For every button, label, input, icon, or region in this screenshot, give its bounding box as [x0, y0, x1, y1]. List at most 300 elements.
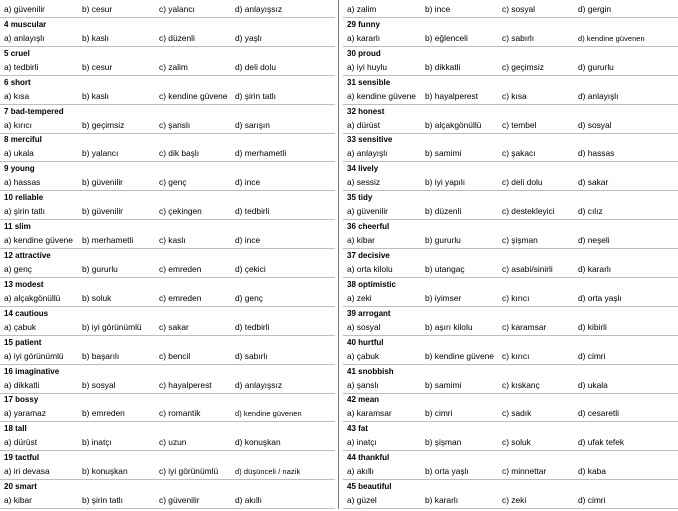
question-number: 40	[347, 337, 356, 347]
question-item	[0, 395, 335, 424]
question-item	[343, 280, 678, 309]
answer-option-a[interactable]: a) sosyal	[347, 321, 381, 332]
question-number: 33	[347, 135, 356, 145]
question-heading	[4, 338, 41, 348]
question-word: bad-tempered	[10, 106, 64, 116]
question-word: imaginative	[15, 366, 60, 376]
answer-options-row	[343, 349, 678, 365]
question-heading	[4, 395, 38, 405]
answer-option-c[interactable]: c) sakar	[159, 321, 189, 332]
answer-option-b[interactable]: b) samimi	[425, 379, 462, 390]
question-number: 39	[347, 308, 356, 318]
answer-option-d[interactable]: d) sakar	[578, 177, 609, 188]
answer-option-a[interactable]: a) güvenilir	[4, 4, 45, 14]
answer-option-d[interactable]: d) gergin	[578, 4, 612, 14]
answer-option-d[interactable]: d) tedbirli	[235, 321, 270, 332]
question-item	[0, 193, 335, 222]
question-word: modest	[15, 279, 44, 289]
answer-option-d[interactable]: d) neşeli	[578, 235, 610, 246]
answer-option-b[interactable]: b) iyi yapılı	[425, 177, 466, 188]
answer-option-a[interactable]: a) ukala	[4, 148, 34, 159]
answer-option-d[interactable]: d) ince	[235, 235, 261, 246]
answer-options-row	[0, 493, 335, 509]
question-heading	[347, 193, 372, 203]
question-item	[0, 251, 335, 280]
right-column	[343, 0, 678, 511]
answer-option-a[interactable]: a) kararlı	[347, 32, 381, 43]
answer-option-c[interactable]: c) düzenli	[159, 32, 195, 43]
answer-option-b[interactable]: b) ince	[425, 4, 451, 14]
answer-option-d[interactable]: d) anlayışsız	[235, 4, 283, 14]
answer-option-d[interactable]: d) sabırlı	[235, 350, 268, 361]
question-heading	[4, 309, 48, 319]
question-heading	[347, 135, 392, 145]
answer-option-d[interactable]: d) anlayışlı	[578, 90, 619, 101]
left-column	[0, 0, 335, 511]
answer-option-a[interactable]: a) yaramaz	[4, 408, 46, 419]
answer-option-b[interactable]: b) inatçı	[82, 437, 112, 448]
answer-option-b[interactable]: b) emreden	[82, 408, 125, 419]
answer-option-a[interactable]: a) iyi görünümlü	[4, 350, 64, 361]
answer-option-c[interactable]: c) zeki	[502, 495, 527, 506]
question-heading	[4, 0, 8, 1]
question-item	[0, 0, 335, 20]
answer-option-b[interactable]: b) merhametli	[82, 235, 134, 246]
question-item	[0, 309, 335, 338]
question-heading	[4, 453, 39, 463]
answer-options-row	[0, 406, 335, 422]
answer-options-row	[343, 464, 678, 480]
answer-option-c[interactable]: c) kısa	[502, 90, 527, 101]
answer-option-d[interactable]: d) merhametli	[235, 148, 287, 159]
question-item	[0, 222, 335, 251]
answer-options-row	[0, 118, 335, 134]
question-heading	[4, 280, 44, 290]
answer-option-a[interactable]: a) kibar	[4, 495, 32, 506]
question-heading	[347, 0, 356, 1]
answer-option-c[interactable]: c) kırıcı	[502, 350, 530, 361]
answer-option-c[interactable]: c) emreden	[159, 292, 202, 303]
answer-option-b[interactable]: b) dikkatli	[425, 61, 461, 72]
answer-options-row	[0, 60, 335, 76]
question-item	[343, 453, 678, 482]
question-item	[0, 107, 335, 136]
answer-option-a[interactable]: a) karamsar	[347, 408, 392, 419]
answer-option-d[interactable]: d) düşünceli / nazik	[235, 467, 301, 477]
answer-option-c[interactable]: c) uzun	[159, 437, 187, 448]
question-word: smart	[15, 482, 37, 492]
answer-option-a[interactable]: a) akıllı	[347, 466, 374, 477]
question-heading	[347, 251, 390, 261]
answer-option-c[interactable]: c) sosyal	[502, 4, 536, 14]
question-word: muscular	[10, 19, 47, 29]
question-number: 8	[4, 135, 9, 145]
answer-option-c[interactable]: c) şakacı	[502, 148, 536, 159]
answer-option-d[interactable]: d) cesaretli	[578, 408, 619, 419]
answer-option-d[interactable]: d) ukala	[578, 379, 608, 390]
answer-option-b[interactable]: b) samimi	[425, 148, 462, 159]
answer-option-b[interactable]: b) güvenilir	[82, 206, 123, 217]
answer-option-b[interactable]: b) eğlenceli	[425, 32, 468, 43]
answer-options-row	[0, 175, 335, 191]
question-number: 7	[4, 106, 9, 116]
question-number: 6	[4, 77, 9, 87]
answer-options-row	[343, 406, 678, 422]
answer-option-c[interactable]: c) deli dolu	[502, 177, 543, 188]
answer-option-b[interactable]: b) başarılı	[82, 350, 120, 361]
answer-options-row	[0, 349, 335, 365]
answer-option-a[interactable]: a) zalim	[347, 4, 377, 14]
question-number: 14	[4, 308, 13, 318]
answer-option-b[interactable]: b) cesur	[82, 61, 113, 72]
answer-options-row	[343, 320, 678, 336]
question-heading	[4, 78, 31, 88]
answer-options-row	[343, 493, 678, 509]
answer-option-b[interactable]: b) şişman	[425, 437, 462, 448]
answer-option-a[interactable]: a) güzel	[347, 495, 377, 506]
answer-option-c[interactable]: c) minnettar	[502, 466, 547, 477]
answer-option-a[interactable]: a) inatçı	[347, 437, 377, 448]
question-heading	[347, 20, 380, 30]
question-item	[343, 0, 678, 20]
answer-option-c[interactable]: c) yalancı	[159, 4, 195, 14]
question-heading	[347, 107, 384, 117]
question-number: 45	[347, 482, 356, 492]
answer-option-a[interactable]: a) kendine güvene	[347, 90, 416, 101]
question-word: funny	[358, 19, 380, 29]
answer-option-d[interactable]: d) cimri	[578, 495, 606, 506]
question-item	[343, 395, 678, 424]
question-word: cruel	[10, 48, 30, 58]
question-heading	[347, 222, 389, 232]
answer-option-a[interactable]: a) alçakgönüllü	[4, 292, 61, 303]
question-item	[343, 309, 678, 338]
answer-option-c[interactable]: c) dik başlı	[159, 148, 200, 159]
answer-option-c[interactable]: c) asabi/sinirli	[502, 264, 553, 275]
answer-option-a[interactable]: a) kırıcı	[4, 119, 32, 130]
question-word: tidy	[358, 193, 373, 203]
answer-option-b[interactable]: b) geçimsiz	[82, 119, 125, 130]
question-heading	[4, 164, 35, 174]
question-item	[343, 424, 678, 453]
answer-option-d[interactable]: d) tedbirli	[235, 206, 270, 217]
answer-option-a[interactable]: a) genç	[4, 264, 32, 275]
answer-option-c[interactable]: c) kaslı	[159, 235, 186, 246]
answer-options-row	[343, 89, 678, 105]
question-heading	[4, 20, 46, 30]
question-heading	[347, 367, 394, 377]
question-item	[343, 20, 678, 49]
answer-option-d[interactable]: d) anlayışsız	[235, 379, 283, 390]
question-number: 41	[347, 366, 356, 376]
answer-option-c[interactable]: c) güvenilir	[159, 495, 200, 506]
question-heading	[4, 367, 59, 377]
question-number: 34	[347, 164, 356, 174]
question-word: beautiful	[358, 482, 392, 492]
answer-options-row	[0, 262, 335, 278]
question-word: patient	[15, 337, 42, 347]
answer-options-row	[343, 146, 678, 162]
answer-options-row	[343, 262, 678, 278]
question-item	[343, 338, 678, 367]
question-heading	[4, 424, 27, 434]
answer-option-a[interactable]: a) şanslı	[347, 379, 379, 390]
question-word: tactful	[15, 453, 40, 463]
answer-option-d[interactable]: d) genç	[235, 292, 263, 303]
answer-option-d[interactable]: d) kendine güvenen	[235, 409, 302, 419]
answer-option-c[interactable]: c) karamsar	[502, 321, 547, 332]
question-item	[0, 453, 335, 482]
answer-option-b[interactable]: b) alçakgönüllü	[425, 119, 482, 130]
question-item	[343, 49, 678, 78]
question-item	[0, 78, 335, 107]
answer-options-row	[0, 291, 335, 307]
question-number: 16	[4, 366, 13, 376]
answer-option-d[interactable]: d) cimri	[578, 350, 606, 361]
question-word: cautious	[15, 308, 49, 318]
question-heading	[347, 424, 368, 434]
answer-option-c[interactable]: c) kırıcı	[502, 292, 530, 303]
answer-option-b[interactable]: b) hayalperest	[425, 90, 479, 101]
answer-option-a[interactable]: a) kısa	[4, 90, 30, 101]
answer-option-b[interactable]: b) soluk	[82, 292, 112, 303]
answer-option-d[interactable]: d) orta yaşlı	[578, 292, 622, 303]
answer-option-b[interactable]: b) kendine güvene	[425, 350, 494, 361]
answer-option-a[interactable]: a) orta kilolu	[347, 264, 393, 275]
question-item	[343, 367, 678, 396]
question-item	[0, 482, 335, 511]
question-item	[0, 338, 335, 367]
answer-options-row	[0, 464, 335, 480]
question-word: attractive	[15, 251, 51, 261]
question-number: 38	[347, 279, 356, 289]
answer-option-b[interactable]: b) yalancı	[82, 148, 119, 159]
answer-option-d[interactable]: d) kibirli	[578, 321, 607, 332]
answer-option-a[interactable]: a) tedbirli	[4, 61, 39, 72]
question-heading	[4, 49, 30, 59]
question-heading	[4, 193, 43, 203]
answer-option-d[interactable]: d) ufak tefek	[578, 437, 625, 448]
answer-option-a[interactable]: a) dürüst	[347, 119, 381, 130]
question-number: 29	[347, 19, 356, 29]
question-word: slim	[14, 222, 31, 232]
answer-option-c[interactable]: c) tembel	[502, 119, 537, 130]
question-item	[0, 280, 335, 309]
question-word: reliable	[15, 193, 44, 203]
answer-option-b[interactable]: b) aşırı kilolu	[425, 321, 473, 332]
answer-option-c[interactable]: c) bencil	[159, 350, 191, 361]
answer-option-b[interactable]: b) cesur	[82, 4, 113, 14]
answer-option-b[interactable]: b) gururlu	[425, 235, 461, 246]
question-word: cheerful	[358, 222, 390, 232]
answer-option-c[interactable]: c) sabırlı	[502, 32, 535, 43]
answer-options-row	[343, 233, 678, 249]
question-number: 32	[347, 106, 356, 116]
question-word: sensible	[358, 77, 391, 87]
answer-options-row	[343, 2, 678, 18]
answer-option-d[interactable]: d) ince	[235, 177, 261, 188]
question-number: 11	[4, 222, 13, 232]
answer-options-row	[0, 31, 335, 47]
answer-option-a[interactable]: a) hassas	[4, 177, 41, 188]
question-heading	[347, 309, 391, 319]
question-word: proud	[358, 48, 381, 58]
answer-option-d[interactable]: d) çekici	[235, 264, 266, 275]
answer-option-b[interactable]: b) şirin tatlı	[82, 495, 123, 506]
answer-option-b[interactable]: b) iyi görünümlü	[82, 321, 142, 332]
question-heading	[347, 395, 379, 405]
answer-option-b[interactable]: b) utangaç	[425, 264, 465, 275]
question-number: 12	[4, 251, 13, 261]
answer-option-b[interactable]: b) güvenilir	[82, 177, 123, 188]
answer-option-c[interactable]: c) genç	[159, 177, 187, 188]
question-word: snobbish	[358, 366, 394, 376]
question-word: lively	[358, 164, 379, 174]
question-item	[0, 135, 335, 164]
answer-option-b[interactable]: b) iyimser	[425, 292, 462, 303]
answer-option-c[interactable]: c) geçimsiz	[502, 61, 544, 72]
question-item	[343, 164, 678, 193]
answer-option-b[interactable]: b) sosyal	[82, 379, 116, 390]
question-number: 4	[4, 19, 9, 29]
answer-option-b[interactable]: b) düzenli	[425, 206, 462, 217]
answer-option-b[interactable]: b) kararlı	[425, 495, 459, 506]
answer-option-c[interactable]: c) romantik	[159, 408, 201, 419]
answer-option-d[interactable]: d) cılız	[578, 206, 603, 217]
question-word: arrogant	[358, 308, 391, 318]
question-number: 19	[4, 453, 13, 463]
answer-option-b[interactable]: b) konuşkan	[82, 466, 128, 477]
question-word: optimistic	[358, 279, 396, 289]
question-word: honest	[358, 106, 385, 116]
question-item	[343, 251, 678, 280]
answer-option-a[interactable]: a) çabuk	[347, 350, 380, 361]
answer-option-a[interactable]: a) dikkatli	[4, 379, 40, 390]
answer-option-c[interactable]: c) sadık	[502, 408, 532, 419]
answer-options-row	[0, 378, 335, 394]
answer-option-d[interactable]: d) şirin tatlı	[235, 90, 276, 101]
answer-option-b[interactable]: b) orta yaşlı	[425, 466, 469, 477]
answer-option-a[interactable]: a) iri devasa	[4, 466, 50, 477]
answer-option-d[interactable]: d) gururlu	[578, 61, 614, 72]
question-number: 36	[347, 222, 356, 232]
question-number: 5	[4, 48, 9, 58]
answer-option-c[interactable]: c) hayalperest	[159, 379, 212, 390]
answer-option-a[interactable]: a) kendine güvene	[4, 235, 73, 246]
question-heading	[347, 482, 391, 492]
question-heading	[4, 222, 31, 232]
answer-options-row	[343, 435, 678, 451]
question-number: 15	[4, 337, 13, 347]
answer-options-row	[343, 118, 678, 134]
answer-options-row	[343, 175, 678, 191]
answer-option-c[interactable]: c) iyi görünümlü	[159, 466, 219, 477]
answer-option-a[interactable]: a) şirin tatlı	[4, 206, 45, 217]
question-heading	[347, 338, 383, 348]
answer-option-c[interactable]: c) kıskanç	[502, 379, 540, 390]
question-number: 43	[347, 424, 356, 434]
question-heading	[4, 135, 42, 145]
answer-option-d[interactable]: d) sosyal	[578, 119, 612, 130]
question-word: tall	[15, 424, 27, 434]
answer-options-row	[343, 31, 678, 47]
answer-option-d[interactable]: d) konuşkan	[235, 437, 281, 448]
question-item	[0, 20, 335, 49]
question-item	[0, 49, 335, 78]
question-number: 18	[4, 424, 13, 434]
answer-option-c[interactable]: c) çekingen	[159, 206, 202, 217]
answer-options-row	[343, 60, 678, 76]
question-word: short	[10, 77, 31, 87]
question-heading	[4, 482, 37, 492]
answer-option-a[interactable]: a) kibar	[347, 235, 375, 246]
question-word: merciful	[10, 135, 42, 145]
question-word: sensitive	[358, 135, 393, 145]
answer-option-b[interactable]: b) cimri	[425, 408, 453, 419]
answer-option-a[interactable]: a) anlayışlı	[4, 32, 45, 43]
answer-option-d[interactable]: d) akıllı	[235, 495, 262, 506]
answer-option-a[interactable]: a) anlayışlı	[347, 148, 388, 159]
question-number: 20	[4, 482, 13, 492]
answer-options-row	[0, 435, 335, 451]
question-item	[343, 193, 678, 222]
question-item	[0, 424, 335, 453]
answer-option-c[interactable]: c) şanslı	[159, 119, 191, 130]
answer-option-d[interactable]: d) kararlı	[578, 264, 612, 275]
question-item	[0, 367, 335, 396]
question-number: 17	[4, 395, 13, 405]
answer-option-a[interactable]: a) sessiz	[347, 177, 381, 188]
question-number: 31	[347, 77, 356, 87]
answer-option-c[interactable]: c) kendine güvene	[159, 90, 228, 101]
question-heading	[347, 49, 381, 59]
answer-option-a[interactable]: a) iyi huylu	[347, 61, 388, 72]
answer-option-a[interactable]: a) güvenilir	[347, 206, 388, 217]
answer-option-a[interactable]: a) dürüst	[4, 437, 38, 448]
answer-option-d[interactable]: d) yaşlı	[235, 32, 262, 43]
question-word: fat	[358, 424, 368, 434]
answer-option-d[interactable]: d) sarışın	[235, 119, 270, 130]
answer-option-d[interactable]: d) deli dolu	[235, 61, 276, 72]
question-word: decisive	[358, 251, 390, 261]
question-word: thankful	[358, 453, 390, 463]
question-number: 44	[347, 453, 356, 463]
question-word: bossy	[15, 395, 39, 405]
answer-option-c[interactable]: c) emreden	[159, 264, 202, 275]
answer-options-row	[0, 89, 335, 105]
answer-option-a[interactable]: a) zeki	[347, 292, 372, 303]
answer-option-d[interactable]: d) kaba	[578, 466, 606, 477]
question-number: 9	[4, 164, 9, 174]
answer-option-b[interactable]: b) kaslı	[82, 32, 109, 43]
answer-options-row	[0, 146, 335, 162]
answer-option-d[interactable]: d) kendine güvenen	[578, 33, 645, 43]
answer-option-c[interactable]: c) soluk	[502, 437, 531, 448]
question-number: 37	[347, 251, 356, 261]
answer-option-d[interactable]: d) hassas	[578, 148, 615, 159]
answer-option-a[interactable]: a) çabuk	[4, 321, 37, 332]
answer-options-row	[343, 378, 678, 394]
question-heading	[347, 78, 390, 88]
answer-option-b[interactable]: b) gururlu	[82, 264, 118, 275]
answer-options-row	[0, 2, 335, 18]
answer-option-b[interactable]: b) kaslı	[82, 90, 109, 101]
answer-option-c[interactable]: c) zalim	[159, 61, 188, 72]
answer-option-c[interactable]: c) destekleyici	[502, 206, 555, 217]
answer-option-c[interactable]: c) şişman	[502, 235, 538, 246]
question-number: 42	[347, 395, 356, 405]
question-item	[343, 107, 678, 136]
